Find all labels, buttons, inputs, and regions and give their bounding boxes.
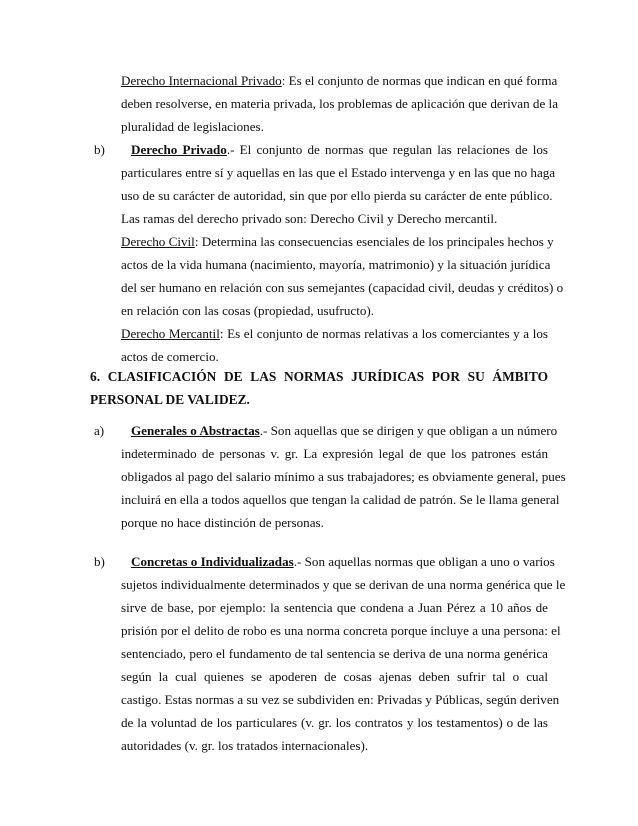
list-marker: b) — [94, 142, 105, 157]
paragraph-line: Derecho Privado.- El conjunto de normas que regulan las relaciones de los — [131, 142, 548, 157]
paragraph-line: deben resolverse, en materia privada, los problemas de aplicación que derivan de la — [121, 96, 559, 111]
paragraph-line: pluralidad de legislaciones. — [121, 119, 264, 134]
paragraph-line: sujetos individualmente determinados y que se derivan de una norma genérica que le — [121, 577, 566, 592]
paragraph-line: Derecho Mercantil: Es el conjunto de normas relativas a los comerciantes y a los — [121, 326, 548, 341]
paragraph-line: Concretas o Individualizadas.- Son aquellas normas que obligan a uno o varios — [131, 554, 555, 569]
term-mercantile-law: Derecho Mercantil — [121, 326, 220, 341]
paragraph-line: autoridades (v. gr. los tratados internacionales). — [121, 738, 369, 753]
term-civil-law: Derecho Civil — [121, 234, 195, 249]
term-private-law: Derecho Privado — [131, 142, 227, 157]
paragraph-line: sirve de base, por ejemplo: la sentencia que condena a Juan Pérez a 10 años de — [121, 600, 548, 615]
paragraph-line: del ser humano en relación con sus semejantes (capacidad civil, deudas y créditos) o — [121, 280, 564, 295]
paragraph-line: en relación con las cosas (propiedad, usufructo). — [121, 303, 375, 318]
paragraph-line: porque no hace distinción de personas. — [121, 515, 324, 530]
paragraph-line: indeterminado de personas v. gr. La expresión legal de que los patrones están — [121, 446, 548, 461]
paragraph-line: obligados al pago del salario mínimo a sus trabajadores; es obviamente general, pues — [121, 469, 566, 484]
paragraph-line: incluirá en ella a todos aquellos que tengan la calidad de patrón. Se le llama general — [121, 492, 560, 507]
paragraph-line: prisión por el delito de robo es una norma concreta porque incluye a una persona: el — [121, 623, 561, 638]
paragraph-line: uso de su carácter de autoridad, sin que por ello pierda su carácter de ente público. — [121, 188, 553, 203]
paragraph-line: castigo. Estas normas a su vez se subdividen en: Privadas y Públicas, según deriven — [121, 692, 560, 707]
list-marker: b) — [94, 554, 105, 569]
section-heading: 6. CLASIFICACIÓN DE LAS NORMAS JURÍDICAS POR SU ÁMBITO — [90, 369, 548, 384]
paragraph-line: sentenciado, pero el fundamento de tal sentencia se deriva de una norma genérica — [121, 646, 548, 661]
paragraph-line: de la voluntad de los particulares (v. gr. los contratos y los testamentos) o de las — [121, 715, 548, 730]
section-heading: PERSONAL DE VALIDEZ. — [90, 392, 250, 407]
paragraph-line: actos de comercio. — [121, 349, 219, 364]
term-general-norms: Generales o Abstractas — [131, 423, 260, 438]
paragraph-line: particulares entre sí y aquellas en las que el Estado intervenga y en las que no haga — [121, 165, 556, 180]
term-intl-private: Derecho Internacional Privado — [121, 73, 282, 88]
paragraph-line: Derecho Internacional Privado: Es el conjunto de normas que indican en qué forma — [121, 73, 558, 88]
list-marker: a) — [94, 423, 105, 438]
term-concrete-norms: Concretas o Individualizadas — [131, 554, 294, 569]
paragraph-line: actos de la vida humana (nacimiento, mayoría, matrimonio) y la situación jurídica — [121, 257, 551, 272]
paragraph-line: según la cual quienes se apoderen de cosas ajenas deben sufrir tal o cual — [121, 669, 548, 684]
paragraph-line: Derecho Civil: Determina las consecuencias esenciales de los principales hechos y — [121, 234, 554, 249]
paragraph-line: Las ramas del derecho privado son: Derecho Civil y Derecho mercantil. — [121, 211, 498, 226]
paragraph-line: Generales o Abstractas.- Son aquellas que se dirigen y que obligan a un número — [131, 423, 558, 438]
